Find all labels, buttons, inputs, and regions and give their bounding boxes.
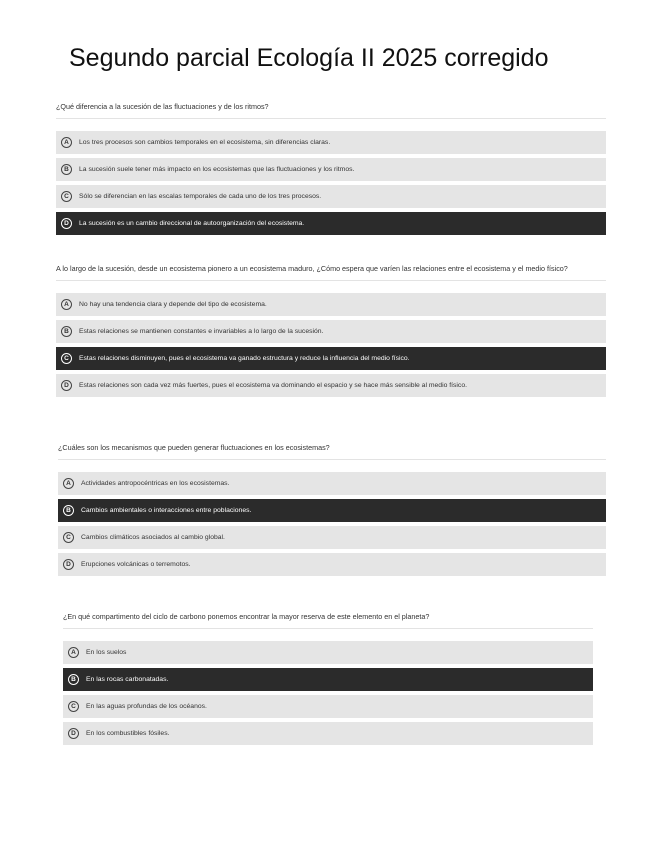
option-letter-icon: A: [68, 647, 79, 658]
option-c[interactable]: [56, 347, 606, 370]
option-letter-icon: C: [63, 532, 74, 543]
option-label: En las aguas profundas de los océanos.: [86, 703, 207, 710]
option-b[interactable]: [58, 499, 606, 522]
option-label: En las rocas carbonatadas.: [86, 676, 169, 683]
question-block-1: [56, 101, 606, 239]
question-block-4: [63, 611, 593, 749]
option-letter-icon: D: [63, 559, 74, 570]
option-label: Actividades antropocéntricas en los ecosistemas.: [81, 480, 230, 487]
option-b[interactable]: [63, 668, 593, 691]
option-b[interactable]: [56, 158, 606, 181]
option-letter-icon: A: [63, 478, 74, 489]
option-a[interactable]: [56, 293, 606, 316]
option-a[interactable]: [56, 131, 606, 154]
option-a[interactable]: [63, 641, 593, 664]
option-a[interactable]: [58, 472, 606, 495]
option-letter-icon: D: [61, 218, 72, 229]
option-d[interactable]: [56, 374, 606, 397]
option-label: Cambios climáticos asociados al cambio global.: [81, 534, 225, 541]
option-label: En los suelos: [86, 649, 127, 656]
question-text: ¿En qué compartimento del ciclo de carbono ponemos encontrar la mayor reserva de este elemento en el planeta?: [63, 611, 593, 629]
option-letter-icon: C: [61, 353, 72, 364]
option-label: Cambios ambientales o interacciones entre poblaciones.: [81, 507, 252, 514]
option-letter-icon: D: [61, 380, 72, 391]
option-label: Estas relaciones disminuyen, pues el ecosistema va ganado estructura y reduce la influencia del medio físico.: [79, 355, 410, 362]
option-label: Estas relaciones se mantienen constantes e invariables a lo largo de la sucesión.: [79, 328, 324, 335]
question-text: ¿Qué diferencia a la sucesión de las fluctuaciones y de los ritmos?: [56, 101, 606, 119]
option-label: Los tres procesos son cambios temporales en el ecosistema, sin diferencias claras.: [79, 139, 331, 146]
option-letter-icon: D: [68, 728, 79, 739]
option-letter-icon: B: [68, 674, 79, 685]
option-c[interactable]: [56, 185, 606, 208]
document-title: Segundo parcial Ecología II 2025 corregido: [69, 44, 549, 72]
option-letter-icon: B: [61, 326, 72, 337]
option-d[interactable]: [56, 212, 606, 235]
option-c[interactable]: [63, 695, 593, 718]
option-label: Erupciones volcánicas o terremotos.: [81, 561, 191, 568]
question-text: ¿Cuáles son los mecanismos que pueden generar fluctuaciones en los ecosistemas?: [58, 442, 606, 460]
question-block-2: [56, 263, 606, 401]
question-block-3: [58, 442, 606, 580]
option-label: Estas relaciones son cada vez más fuertes, pues el ecosistema va dominando el espacio y se hace más sensible al medio físico.: [79, 382, 468, 389]
option-letter-icon: A: [61, 299, 72, 310]
question-text: A lo largo de la sucesión, desde un ecosistema pionero a un ecosistema maduro, ¿Cómo espera que varíen las relaciones entre el ecosistema y el medio físico?: [56, 263, 606, 281]
option-letter-icon: B: [63, 505, 74, 516]
option-letter-icon: B: [61, 164, 72, 175]
option-d[interactable]: [63, 722, 593, 745]
option-c[interactable]: [58, 526, 606, 549]
option-label: En los combustibles fósiles.: [86, 730, 170, 737]
option-d[interactable]: [58, 553, 606, 576]
option-label: Sólo se diferencian en las escalas temporales de cada uno de los tres procesos.: [79, 193, 322, 200]
option-label: La sucesión suele tener más impacto en los ecosistemas que las fluctuaciones y los ritmos.: [79, 166, 355, 173]
option-letter-icon: C: [68, 701, 79, 712]
option-letter-icon: A: [61, 137, 72, 148]
option-label: No hay una tendencia clara y depende del tipo de ecosistema.: [79, 301, 267, 308]
option-b[interactable]: [56, 320, 606, 343]
option-label: La sucesión es un cambio direccional de autoorganización del ecosistema.: [79, 220, 305, 227]
option-letter-icon: C: [61, 191, 72, 202]
